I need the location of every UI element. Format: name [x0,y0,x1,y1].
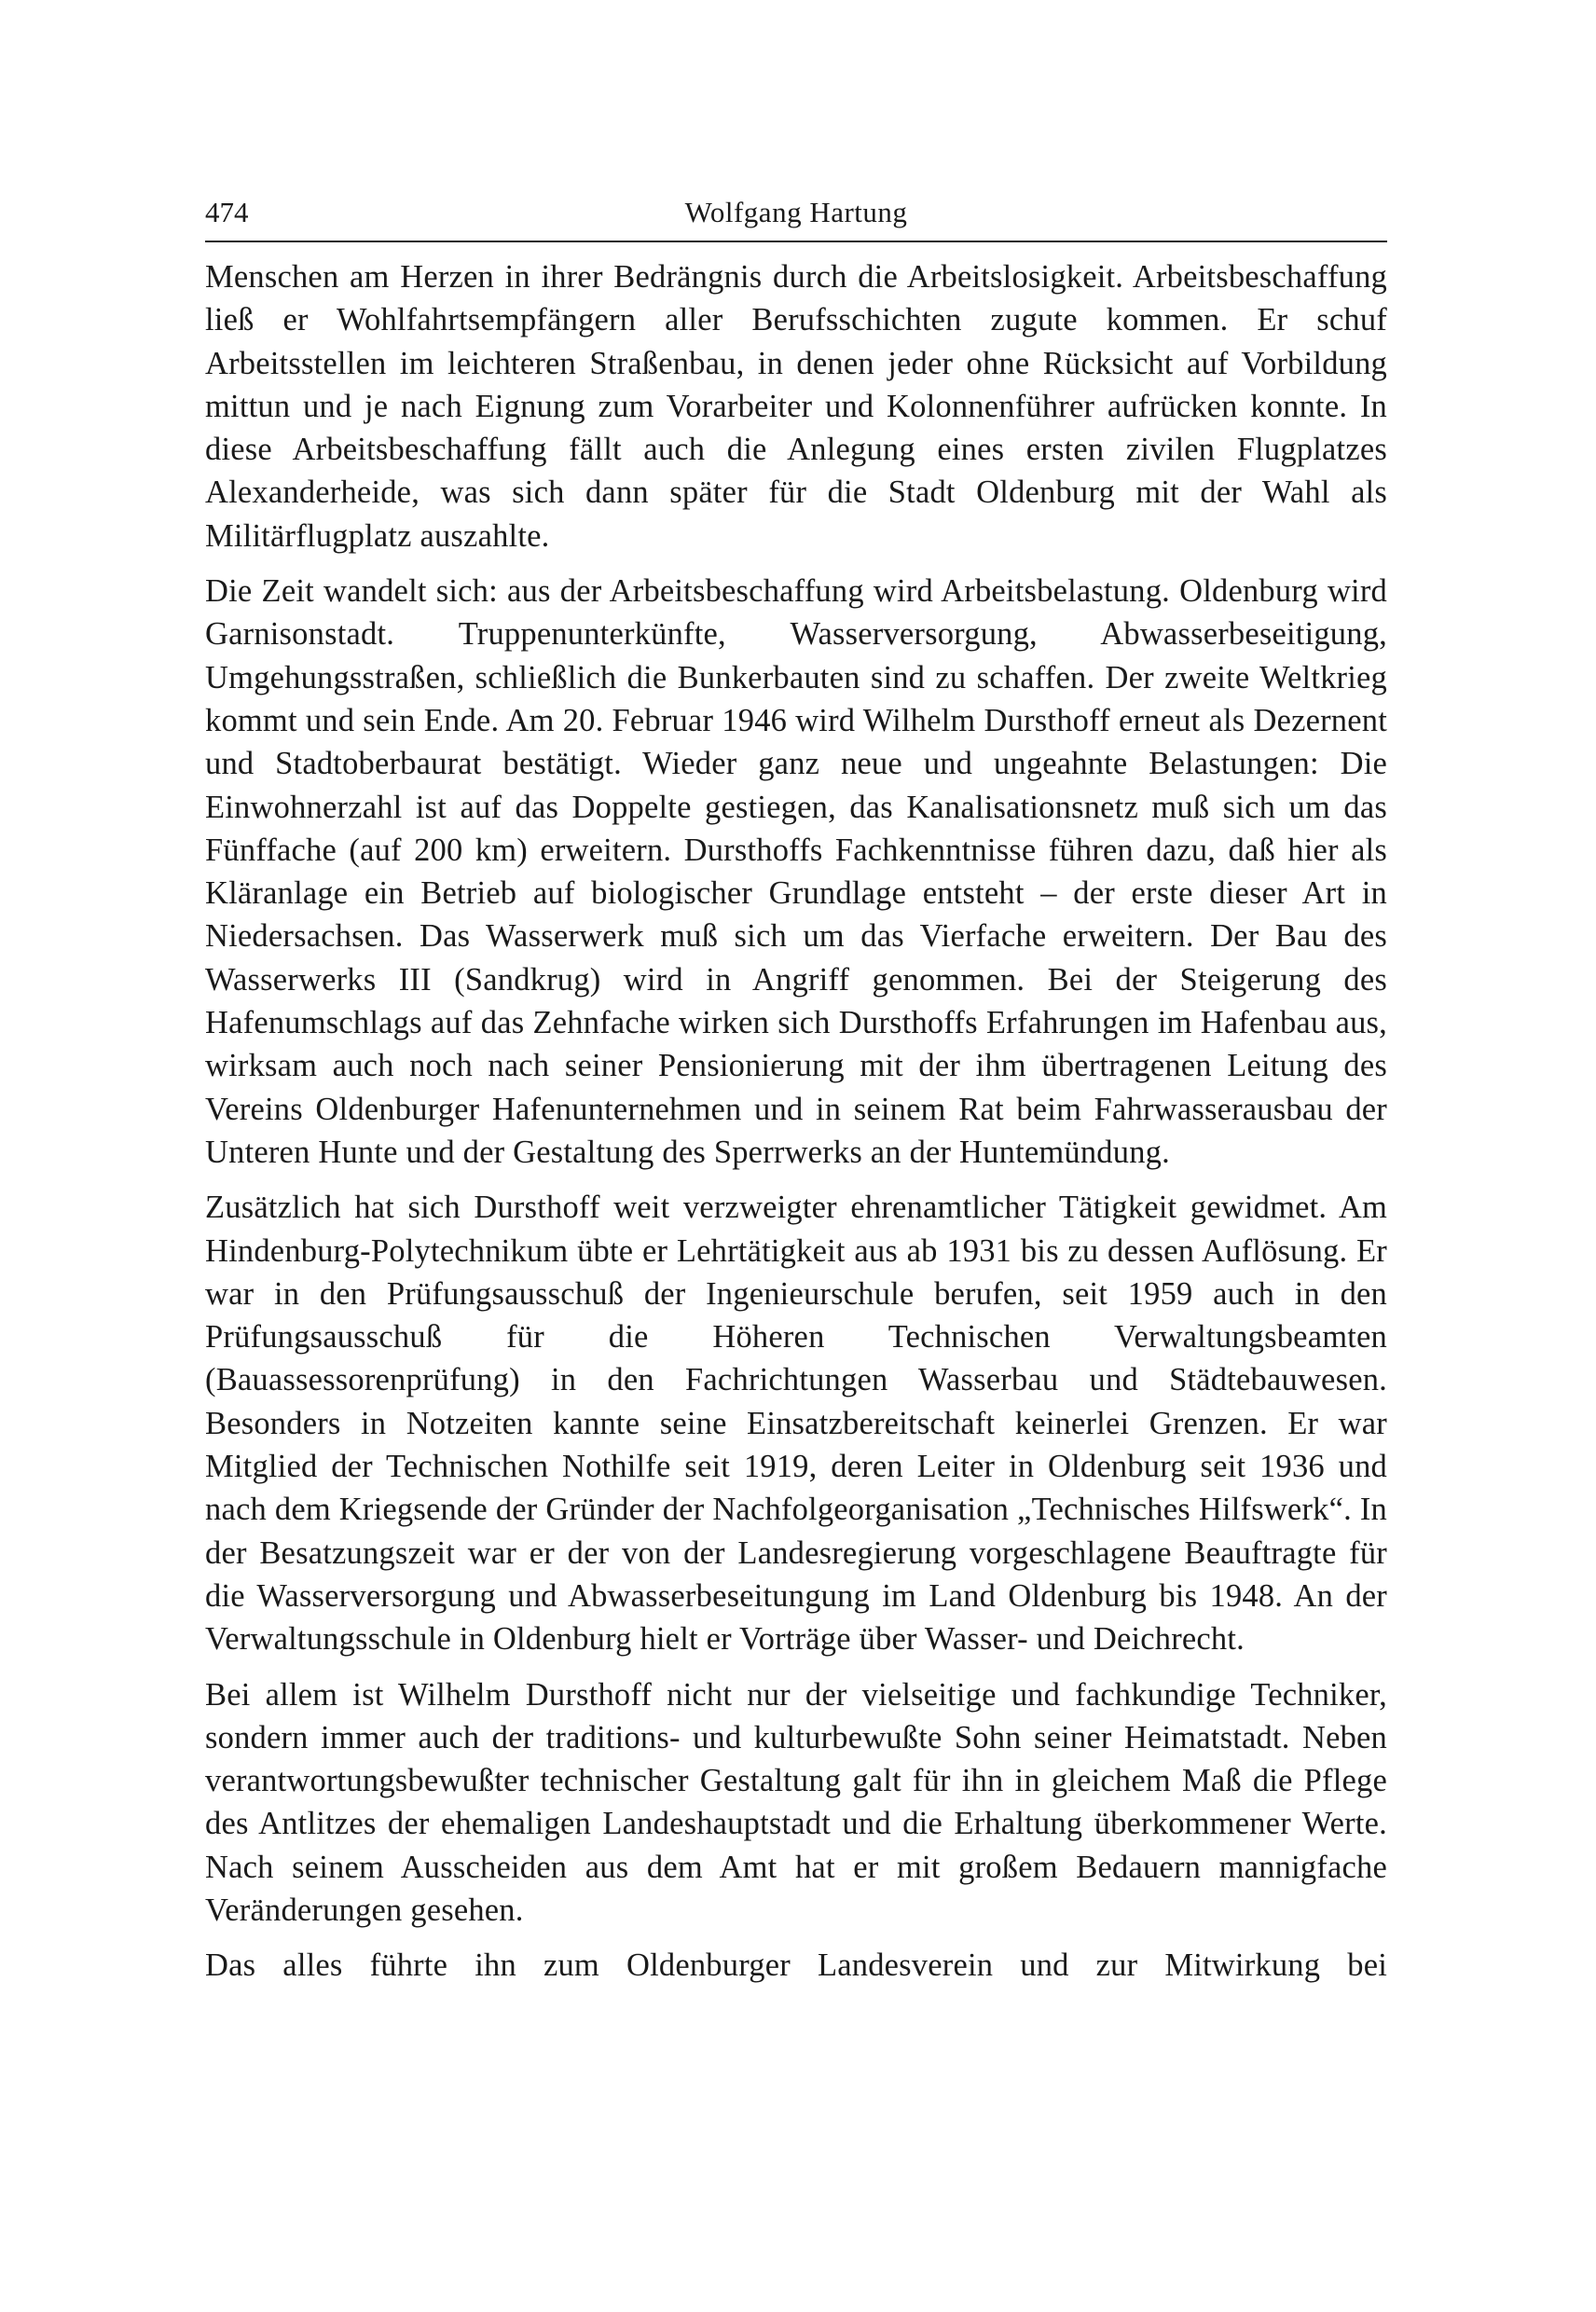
paragraph: Menschen am Herzen in ihrer Bedrängnis durch die Arbeitslosigkeit. Arbeitsbeschaffung ließ er Wohlfahrtsempfängern aller Berufsschichten zugute kommen. Er schuf Arbeitsstellen im leichteren Straßenbau, in denen jeder ohne Rücksicht auf Vorbildung mittun und je nach Eignung zum Vorarbeiter und Kolonnenführer aufrücken konnte. In diese Arbeitsbeschaffung fällt auch die Anlegung eines ersten zivilen Flugplatzes Alexanderheide, was sich dann später für die Stadt Oldenburg mit der Wahl als Militärflugplatz auszahlte. [205,259,1387,554]
paragraph: Bei allem ist Wilhelm Dursthoff nicht nur der vielseitige und fachkundige Techniker, sondern immer auch der traditions- und kulturbewußte Sohn seiner Heimatstadt. Neben verantwortungsbewußter technischer Gestaltung galt für ihn in gleichem Maß die Pflege des Antlitzes der ehemaligen Landeshauptstadt und die Erhaltung überkommener Werte. Nach seinem Ausscheiden aus dem Amt hat er mit großem Bedauern mannigfache Veränderungen gesehen. [205,1676,1387,1928]
paragraph: Zusätzlich hat sich Dursthoff weit verzweigter ehrenamtlicher Tätigkeit gewidmet. Am Hindenburg-Polytechnikum übte er Lehrtätigkeit aus ab 1931 bis zu dessen Auflösung. Er war in den Prüfungsausschuß der Ingenieurschule berufen, seit 1959 auch in den Prüfungsausschuß für die Höheren Technischen Verwaltungsbeamten (Bauassessorenprüfung) in den Fachrichtungen Wasserbau und Städtebauwesen. Besonders in Notzeiten kannte seine Einsatzbereitschaft keinerlei Grenzen. Er war Mitglied der Technischen Nothilfe seit 1919, deren Leiter in Oldenburg seit 1936 und nach dem Kriegsende der Gründer der Nachfolgeorganisation „Technisches Hilfswerk“. In der Besatzungszeit war er der von der Landesregierung vorgeschlagene Beauftragte für die Wasserversorgung und Abwasserbeseitungung im Land Oldenburg bis 1948. An der Verwaltungsschule in Oldenburg hielt er Vorträge über Wasser- und Deichrecht. [205,1190,1387,1658]
body-text [205,255,1387,1988]
running-head [205,190,1387,235]
running-title: Wolfgang Hartung [684,196,908,228]
paragraph: Das alles führte ihn zum Oldenburger Landesverein und zur Mitwirkung bei [205,1947,1387,1984]
page-number: 474 [205,196,249,228]
header-rule [205,241,1387,242]
paragraph: Die Zeit wandelt sich: aus der Arbeitsbeschaffung wird Arbeitsbelastung. Oldenburg wird Garnisonstadt. Truppenunterkünfte, Wasserversorgung, Abwasserbeseitigung, Umgehungsstraßen, schließlich die Bunkerbauten sind zu schaffen. Der zweite Weltkrieg kommt und sein Ende. Am 20. Februar 1946 wird Wilhelm Dursthoff erneut als Dezernent und Stadtoberbaurat bestätigt. Wieder ganz neue und ungeahnte Belastungen: Die Einwohnerzahl ist auf das Doppelte gestiegen, das Kanalisationsnetz muß sich um das Fünffache (auf 200 km) erweitern. Dursthoffs Fachkenntnisse führen dazu, daß hier als Kläranlage ein Betrieb auf biologischer Grundlage entsteht – der erste dieser Art in Niedersachsen. Das Wasserwerk muß sich um das Vierfache erweitern. Der Bau des Wasserwerks III (Sandkrug) wird in Angriff genommen. Bei der Steigerung des Hafenumschlags auf das Zehnfache wirken sich Dursthoffs Erfahrungen im Hafenbau aus, wirksam auch noch nach seiner Pensionierung mit der ihm übertragenen Leitung des Vereins Oldenburger Hafenunternehmen und in seinem Rat beim Fahrwasserausbau der Unteren Hunte und der Gestaltung des Sperrwerks an der Huntemündung. [205,573,1387,1170]
